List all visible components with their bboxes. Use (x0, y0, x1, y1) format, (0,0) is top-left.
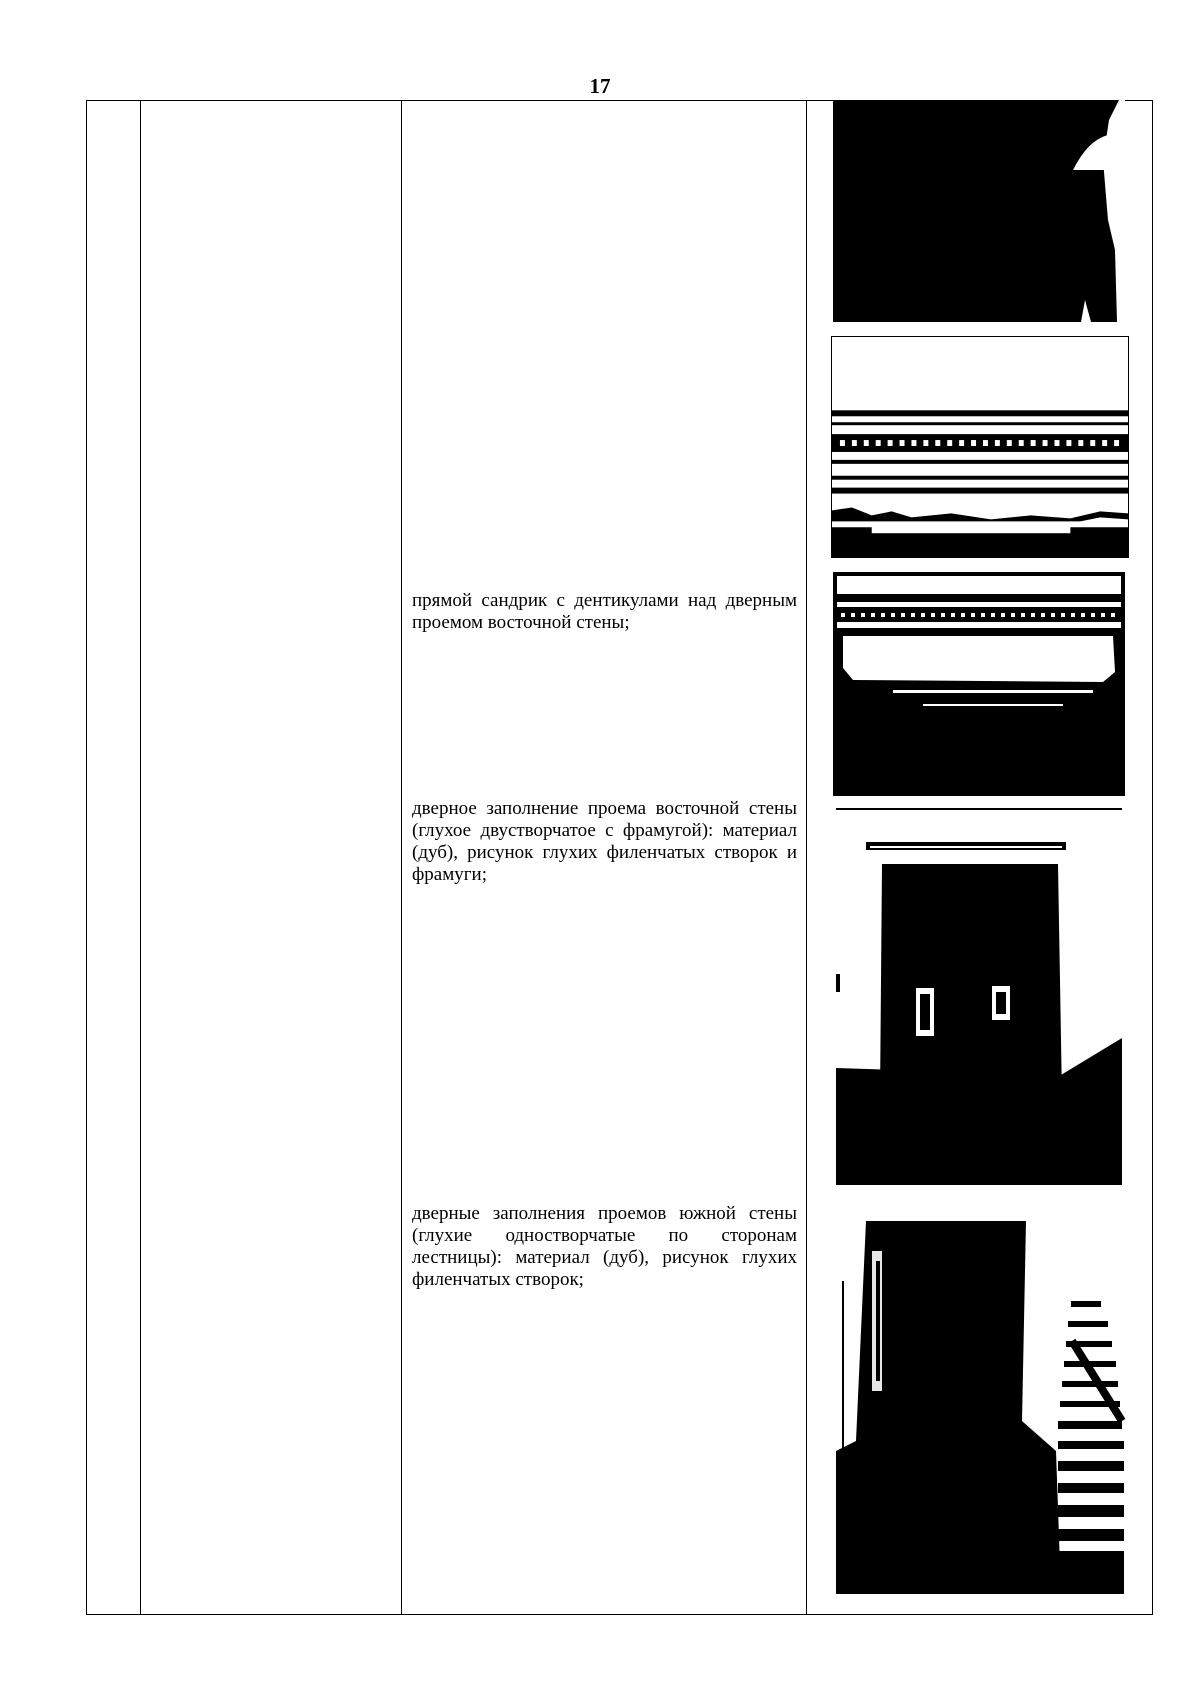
feature-description-south-doors: дверные заполнения проемов южной стены (глухие одностворчатые по сторонам лестницы): материал (дуб), рисунок глухих филенчатых створок; (412, 1203, 797, 1290)
south-wall-single-door-photo (836, 1221, 1126, 1594)
column-divider (140, 101, 141, 1614)
feature-description-sandrik: прямой сандрик с дентикулами над дверным проемом восточной стены; (412, 590, 797, 633)
column-divider (401, 101, 402, 1614)
cornice-fragment-photo (833, 100, 1125, 322)
page-number: 17 (589, 74, 611, 98)
east-wall-double-door-photo (836, 808, 1122, 1185)
sandrik-over-doorway-photo (833, 572, 1125, 796)
sandrik-dentils-photo (831, 336, 1129, 558)
feature-description-east-door: дверное заполнение проема восточной стены (глухое двустворчатое с фрамугой): материал (дуб), рисунок глухих филенчатых створок и фрамуги; (412, 798, 797, 885)
column-divider (806, 101, 807, 1614)
